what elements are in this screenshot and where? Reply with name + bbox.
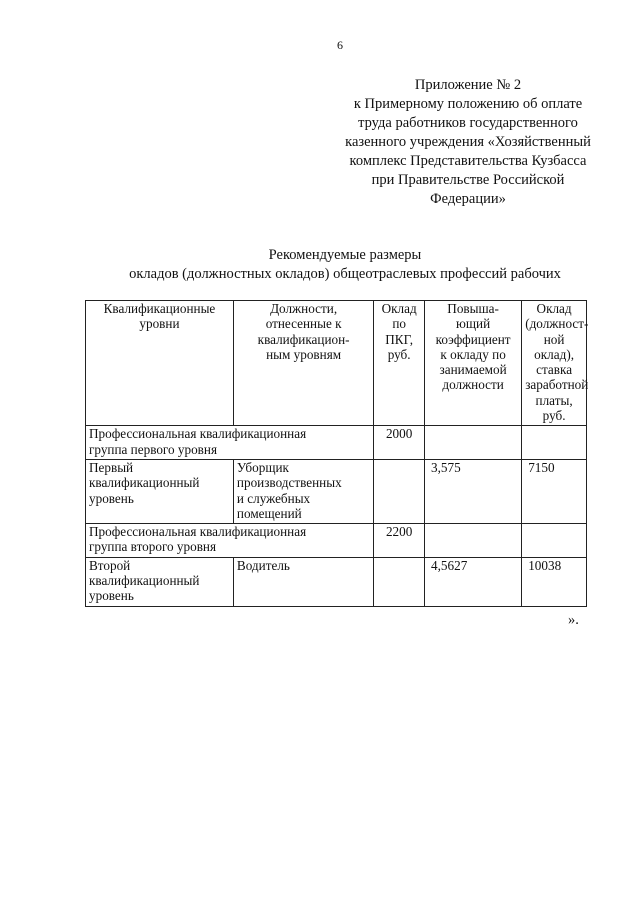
heading-line-2: окладов (должностных окладов) общеотраслевых профессий рабочих (129, 266, 561, 282)
salary-cell: 7150 (522, 459, 587, 523)
group-pkg-salary: 2000 (374, 426, 425, 460)
table-row (86, 557, 587, 606)
salary-table (85, 300, 587, 607)
qualification-level-cell: Второй квалификационный уровень (86, 557, 234, 606)
position-cell: Уборщик производственных и служебных помещений (233, 459, 373, 523)
coefficient-cell: 3,575 (425, 459, 522, 523)
appendix-line: Федерации» (430, 191, 506, 207)
empty-cell (425, 426, 522, 460)
table-row (86, 459, 587, 523)
appendix-line: комплекс Представительства Кузбасса (349, 153, 587, 169)
appendix-line: при Правительстве Российской (371, 172, 565, 188)
empty-cell (522, 524, 587, 558)
page-number: 6 (337, 38, 343, 52)
table-group-row (86, 524, 587, 558)
document-heading (90, 246, 600, 284)
header-positions: Должности, отнесенные к квалификацион- ным уровням (233, 301, 373, 426)
pkg-salary-cell (374, 557, 425, 606)
salary-cell: 10038 (522, 557, 587, 606)
header-coefficient: Повыша- ющий коэффициент к окладу по занимаемой должности (425, 301, 522, 426)
group-pkg-salary: 2200 (374, 524, 425, 558)
appendix-line: казенного учреждения «Хозяйственный (345, 134, 591, 150)
table-group-row (86, 426, 587, 460)
position-cell: Водитель (233, 557, 373, 606)
group-label: Профессиональная квалификационная группа второго уровня (86, 524, 374, 558)
qualification-level-cell: Первый квалификационный уровень (86, 459, 234, 523)
coefficient-cell: 4,5627 (425, 557, 522, 606)
table-header-row (86, 301, 587, 426)
header-pkg-salary: Оклад по ПКГ, руб. (374, 301, 425, 426)
appendix-line: труда работников государственного (358, 115, 578, 131)
header-salary: Оклад (должност- ной оклад), ставка заработной платы, руб. (522, 301, 587, 426)
appendix-line: Приложение № 2 (414, 77, 522, 93)
heading-line-1: Рекомендуемые размеры (268, 247, 422, 263)
pkg-salary-cell (374, 459, 425, 523)
header-qualification-levels: Квалификационные уровни (86, 301, 234, 426)
appendix-line: к Примерному положению об оплате (353, 96, 583, 112)
empty-cell (522, 426, 587, 460)
empty-cell (425, 524, 522, 558)
group-label: Профессиональная квалификационная группа первого уровня (86, 426, 374, 460)
closing-quote-mark: ». (568, 612, 579, 628)
appendix-header (330, 76, 606, 209)
